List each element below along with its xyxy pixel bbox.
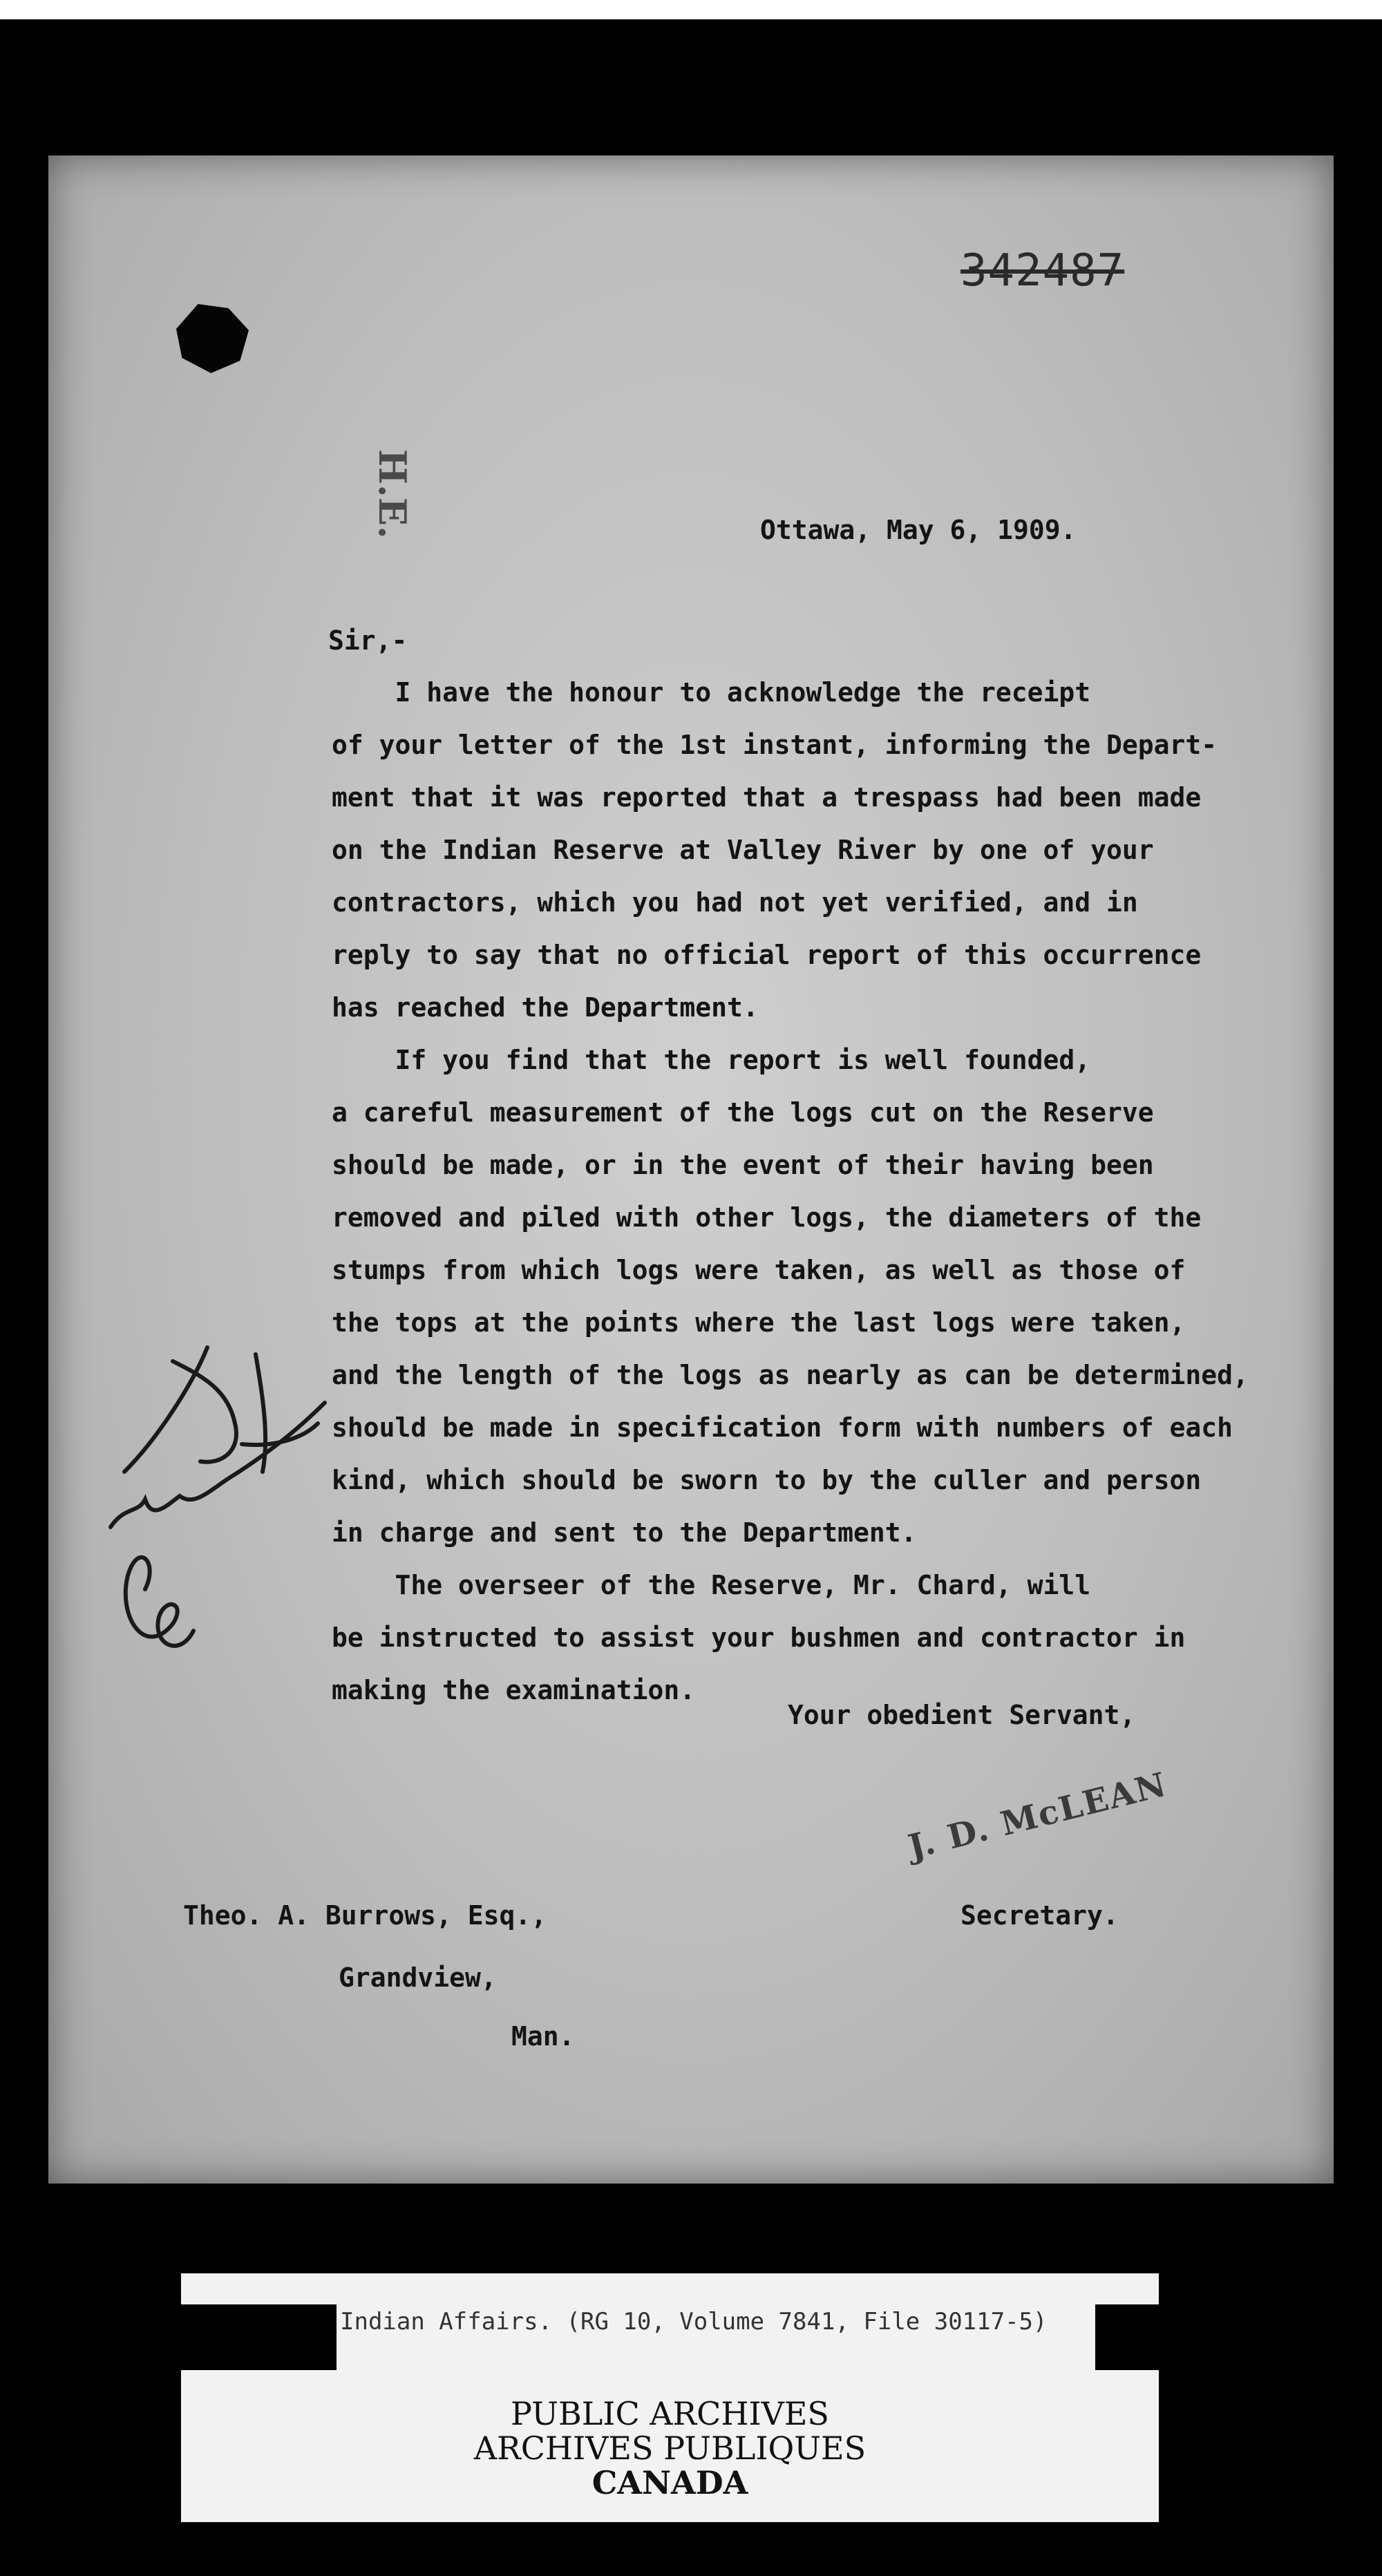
addressee-name: Theo. A. Burrows, Esq., xyxy=(183,1900,547,1931)
body-line: should be made, or in the event of their having been xyxy=(332,1150,1154,1180)
label-notch-left xyxy=(181,2304,337,2370)
body-line: be instructed to assist your bushmen and contractor in xyxy=(332,1622,1186,1653)
signature-stamp: J. D. McLEAN xyxy=(904,1765,1171,1867)
signer-title: Secretary. xyxy=(960,1900,1119,1931)
handwritten-note xyxy=(97,1299,332,1686)
archive-name-en: PUBLIC ARCHIVES xyxy=(511,2395,829,2432)
body-line: reply to say that no official report of this occurrence xyxy=(332,940,1202,970)
body-line: on the Indian Reserve at Valley River by one of your xyxy=(332,835,1154,865)
body-line: If you find that the report is well founded, xyxy=(332,1045,1091,1075)
body-line: should be made in specification form with numbers of each xyxy=(332,1412,1233,1443)
salutation: Sir,- xyxy=(328,625,408,656)
label-notch-right xyxy=(1095,2304,1161,2370)
body-line: making the examination. xyxy=(332,1675,696,1705)
addressee-town: Grandview, xyxy=(339,1962,497,1993)
body-line: a careful measurement of the logs cut on the Reserve xyxy=(332,1097,1154,1128)
initials-stamp: H.E. xyxy=(370,449,415,539)
body-line: and the length of the logs as nearly as can be determined, xyxy=(332,1360,1249,1390)
handwriting-stroke xyxy=(242,1354,318,1472)
addressee-province: Man. xyxy=(511,2021,575,2052)
body-line: stumps from which logs were taken, as well as those of xyxy=(332,1255,1186,1285)
scan-top-edge xyxy=(0,0,1382,19)
body-line: I have the honour to acknowledge the receipt xyxy=(332,677,1091,708)
body-line: the tops at the points where the last logs were taken, xyxy=(332,1307,1186,1338)
archive-name-fr: ARCHIVES PUBLIQUES xyxy=(473,2430,867,2467)
body-line: contractors, which you had not yet verified, and in xyxy=(332,887,1138,918)
body-line: ment that it was reported that a trespass had been made xyxy=(332,782,1202,813)
handwriting-initials xyxy=(126,1557,193,1646)
archive-country: CANADA xyxy=(591,2464,748,2501)
body-line: of your letter of the 1st instant, informing the Depart- xyxy=(332,730,1218,760)
body-line: removed and piled with other logs, the diameters of the xyxy=(332,1202,1202,1233)
archive-reference: Indian Affairs. (RG 10, Volume 7841, File 30117-5) xyxy=(340,2308,1048,2336)
body-line: has reached the Department. xyxy=(332,992,759,1023)
closing: Your obedient Servant, xyxy=(788,1700,1136,1730)
body-line: kind, which should be sworn to by the culler and person xyxy=(332,1465,1202,1495)
date-line: Ottawa, May 6, 1909. xyxy=(760,515,1077,545)
handwriting-stroke xyxy=(111,1403,325,1527)
file-number: 342487 xyxy=(960,245,1125,296)
body-line: in charge and sent to the Department. xyxy=(332,1517,917,1548)
body-line: The overseer of the Reserve, Mr. Chard, will xyxy=(332,1570,1091,1600)
handwriting-stroke xyxy=(124,1347,236,1472)
